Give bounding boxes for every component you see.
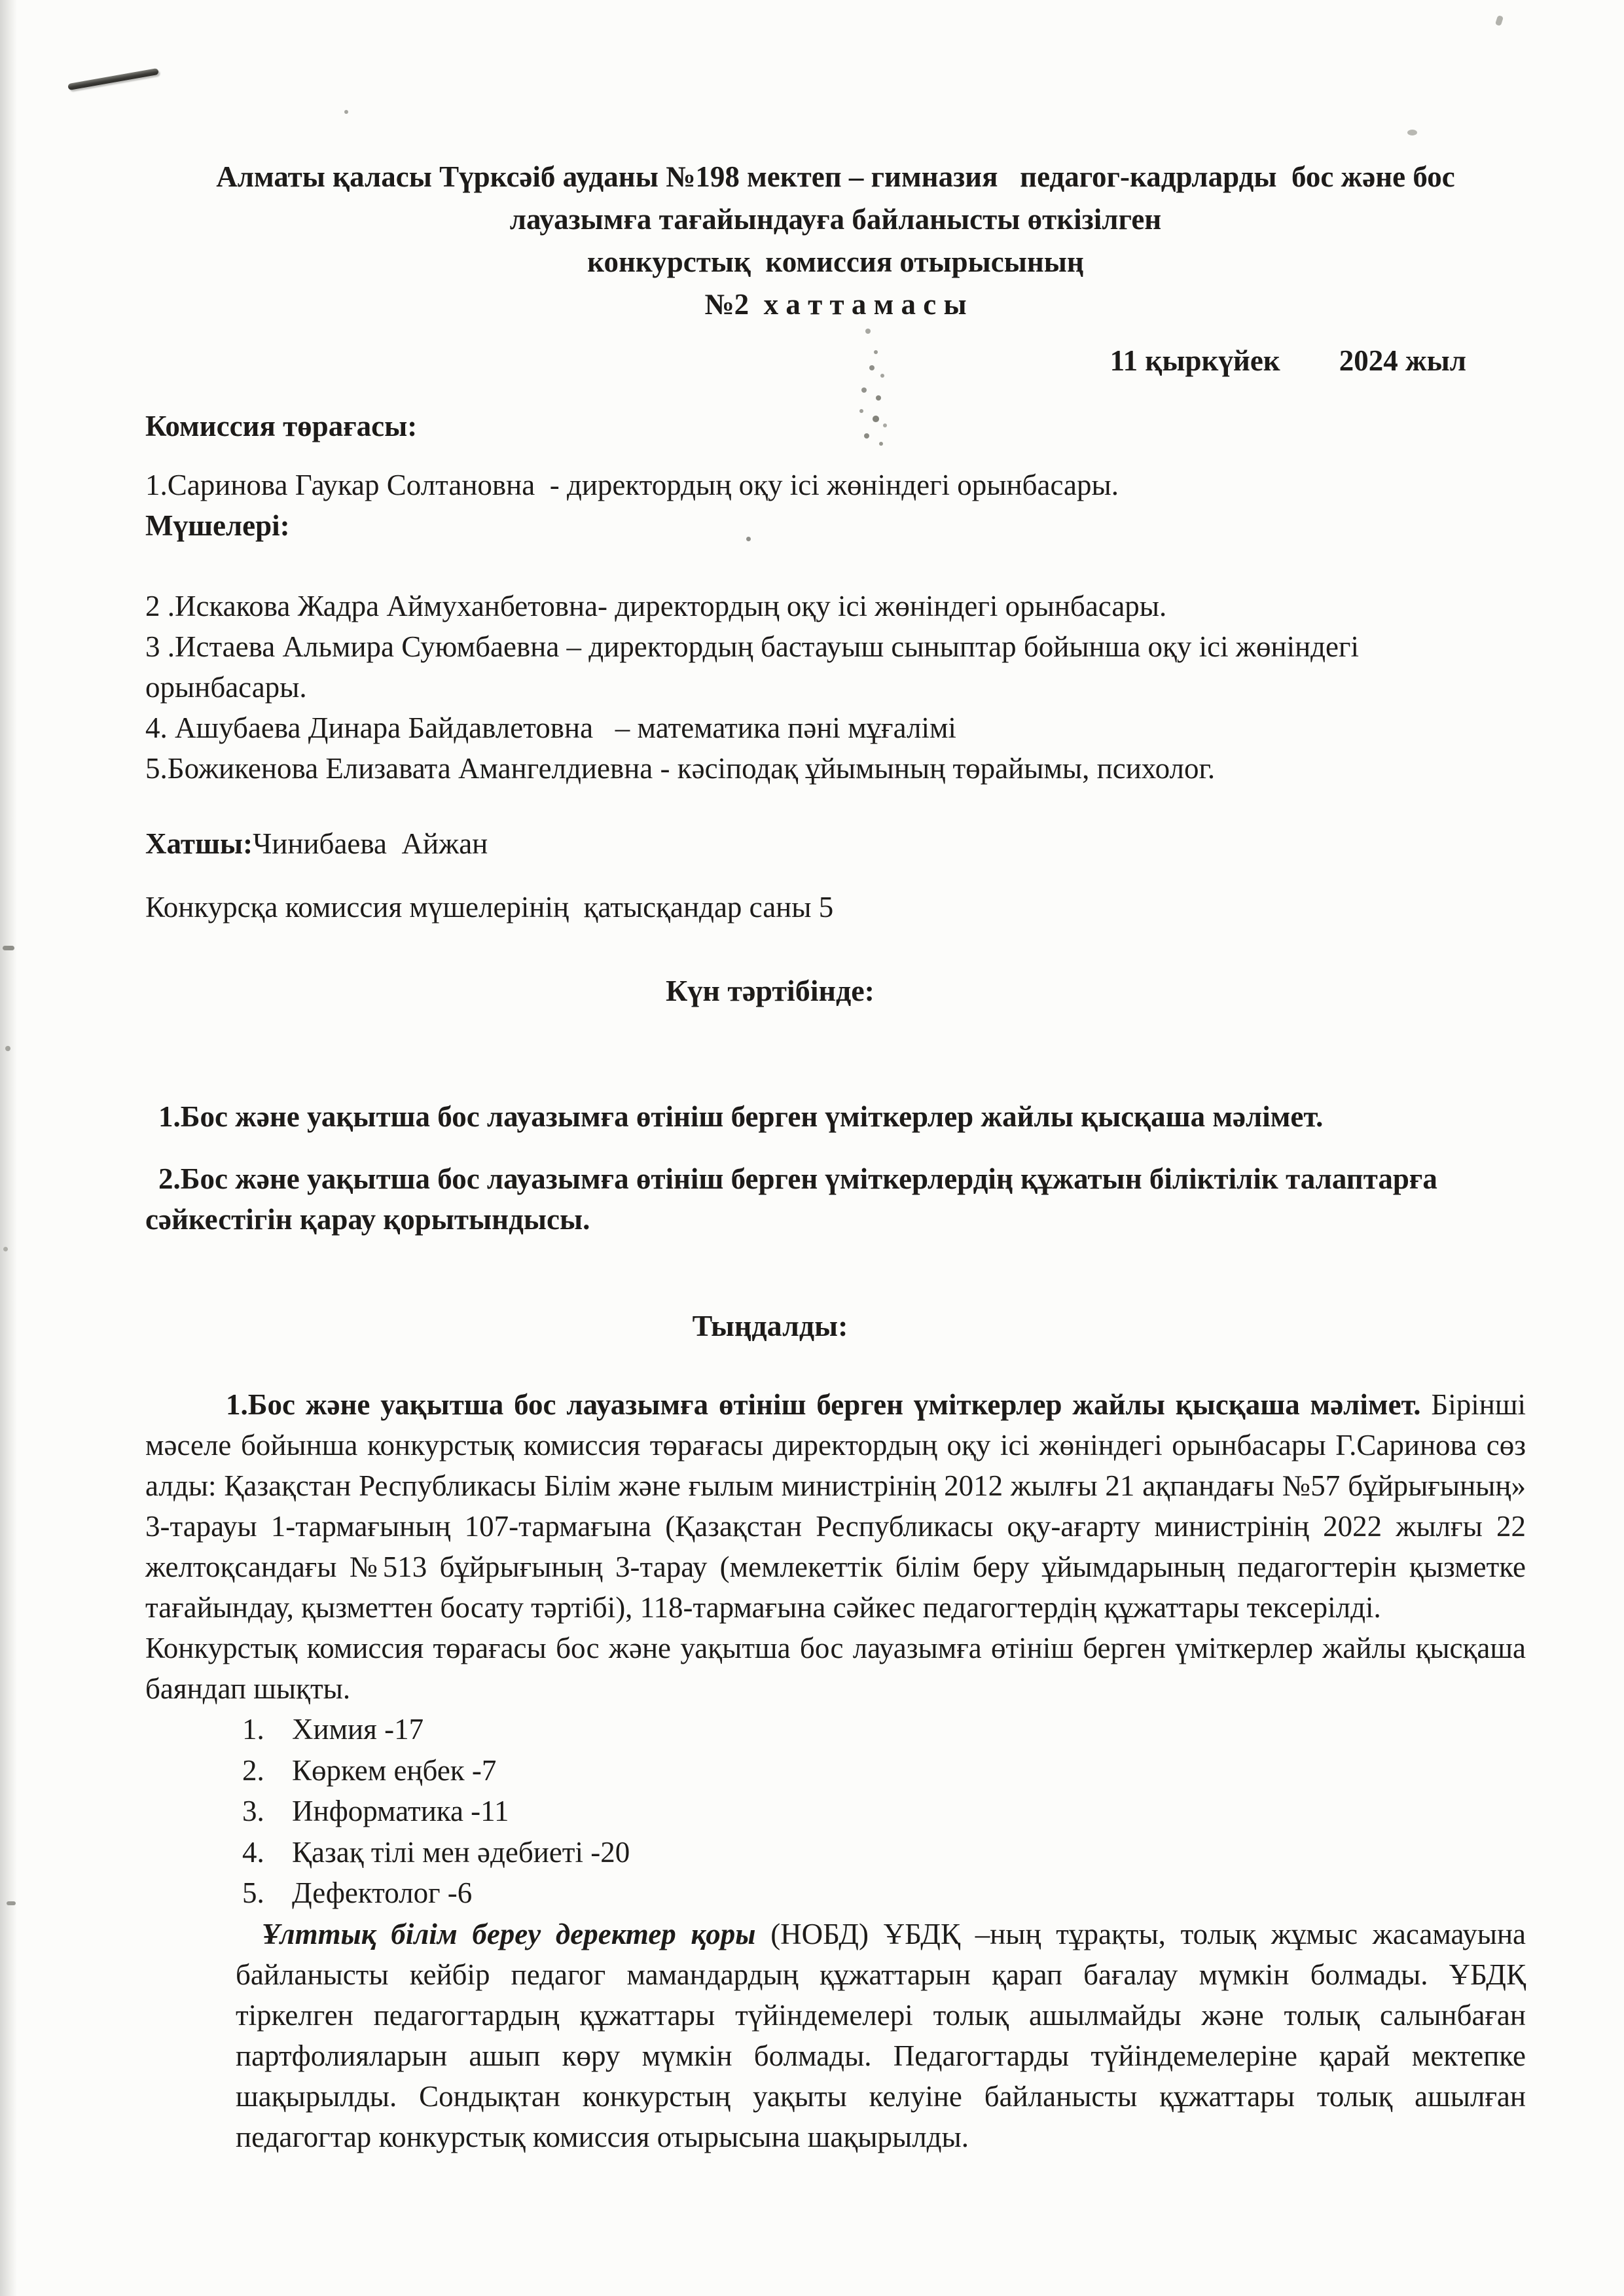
heard-paragraph-text: Бірінші мәселе бойынша конкурстық комиссия төрағасы директордың оқу ісі жөніндегі орынбасары Г.Саринова сөз алды: Қазақстан Республикасы Білім және ғылым министрінің 2012 жылғы 21 ақпандағы №57 бұйрығының» 3-тарауы 1-тармағының 107-тармағына (Қазақстан Республикасы оқу-ағарту министрінің 2022 жылғы 22 желтоқсандағы №513 бұйрығының 3-тарау (мемлекеттік білім беру ұйымдарының педагогтерін қызметке тағайындау, қызметтен босату тәртібі), 118-тармағына сәйкес педагогтердің құжаттары тексерілді. <box>145 1388 1526 1624</box>
members-label: Мүшелері: <box>145 509 290 542</box>
agenda-item-2: 2.Бос және уақытша бос лауазымға өтініш берген үміткерлердің құжатын біліктілік талаптарға сәйкестігін қарау қорытындысы. <box>145 1162 1437 1236</box>
scan-smudge <box>3 946 14 950</box>
subject-number: 5. <box>242 1876 264 1909</box>
nobd-lead: Ұлттық білім береу деректер қоры <box>262 1917 756 1950</box>
scan-artifact-line <box>67 68 159 90</box>
scan-smudge <box>3 1247 8 1251</box>
member-entry: 2 .Искакова Жадра Аймуханбетовна- директордың оқу ісі жөніндегі орынбасары. <box>145 590 1167 622</box>
subject-label: Дефектолог -6 <box>292 1876 473 1909</box>
subject-number: 1. <box>242 1713 264 1746</box>
title-line-4: №2 х а т т а м а с ы <box>704 288 967 321</box>
scan-smudge <box>5 1046 10 1051</box>
subject-number: 3. <box>242 1795 264 1827</box>
scan-smudge <box>1495 15 1504 26</box>
secretary-line <box>145 823 1526 864</box>
member-entry: 4. Ашубаева Динара Байдавлетовна – математика пәні мұғалімі <box>145 711 956 744</box>
subject-list <box>145 1709 1526 1914</box>
nobd-text: (НОБД) ҰБДҚ –ның тұрақты, толық жұмыс жасамауына байланысты кейбір педагог мамандардың құжаттарын қарап бағалау мүмкін болмады. ҰБДҚ тіркелген педагогтардың құжаттары түйіндемелері толық ашылмайды және толық салынбаған партфолияларын ашып көру мүмкін болмады. Педагогтарды түйіндемелеріне қарай мектепке шақырылды. Сондықтан конкурстың уақыты келуіне байланысты құжаттары толық ашылған педагогтар конкурстық комиссия отырысына шақырылды. <box>236 1917 1526 2153</box>
member-entry: 3 .Истаева Альмира Суюмбаевна – директордың бастауыш сыныптар бойынша оқу ісі жөніндегі орынбасары. <box>145 630 1367 704</box>
subject-label: Химия -17 <box>292 1713 424 1746</box>
subject-item <box>242 1791 1526 1832</box>
agenda-heading: Күн тәртібінде: <box>665 974 875 1007</box>
heard-item-title: 1.Бос және уақытша бос лауазымға өтініш берген үміткерлер жайлы қысқаша мәлімет. <box>226 1388 1421 1421</box>
heard-heading: Тыңдалды: <box>692 1309 848 1342</box>
nobd-paragraph <box>236 1914 1526 2157</box>
subject-label: Қазақ тілі мен әдебиеті -20 <box>292 1835 630 1869</box>
secretary-name: Чинибаева Айжан <box>253 827 488 860</box>
document-content <box>145 156 1526 2157</box>
subject-item <box>242 1873 1526 1914</box>
subject-label: Көркем еңбек -7 <box>292 1753 497 1787</box>
title-line-3: конкурстық комиссия отырысының <box>587 245 1084 278</box>
subject-label: Информатика -11 <box>292 1795 509 1827</box>
agenda-item-1: 1.Бос және уақытша бос лауазымға өтініш берген үміткерлер жайлы қысқаша мәлімет. <box>158 1100 1324 1133</box>
document-title <box>145 156 1526 326</box>
members-list <box>145 586 1526 789</box>
scan-smudge <box>344 110 348 114</box>
scan-edge-shadow <box>0 0 17 2296</box>
heard-paragraph <box>145 1384 1526 1628</box>
document-date: 11 қыркүйек 2024 жыл <box>1110 344 1466 377</box>
secretary-label: Хатшы: <box>145 827 253 860</box>
attendance-line: Конкурсқа комиссия мүшелерінің қатысқандар саны 5 <box>145 891 834 924</box>
scan-smudge <box>1407 130 1417 135</box>
subject-number: 4. <box>242 1835 264 1869</box>
subject-item <box>242 1832 1526 1873</box>
chairman-label: Комиссия төрағасы: <box>145 410 418 442</box>
subject-item <box>242 1709 1526 1750</box>
heard-paragraph-2: Конкурстық комиссия төрағасы бос және уақытша бос лауазымға өтініш берген үміткерлер жайлы қысқаша баяндап шықты. <box>145 1632 1526 1705</box>
title-line-2: лауазымға тағайындауға байланысты өткізілген <box>509 203 1162 236</box>
member-entry: 5.Божикенова Елизавата Амангелдиевна - кәсіподақ ұйымының төрайымы, психолог. <box>145 752 1216 785</box>
subject-item <box>242 1750 1526 1791</box>
subject-number: 2. <box>242 1753 264 1787</box>
chairman-entry: 1.Саринова Гаукар Солтановна - директордың оқу ісі жөніндегі орынбасары. <box>145 469 1119 501</box>
scan-smudge <box>7 1901 16 1905</box>
title-line-1: Алматы қаласы Түрксәіб ауданы №198 мектеп – гимназия педагог-кадрларды бос және бос <box>216 160 1455 193</box>
